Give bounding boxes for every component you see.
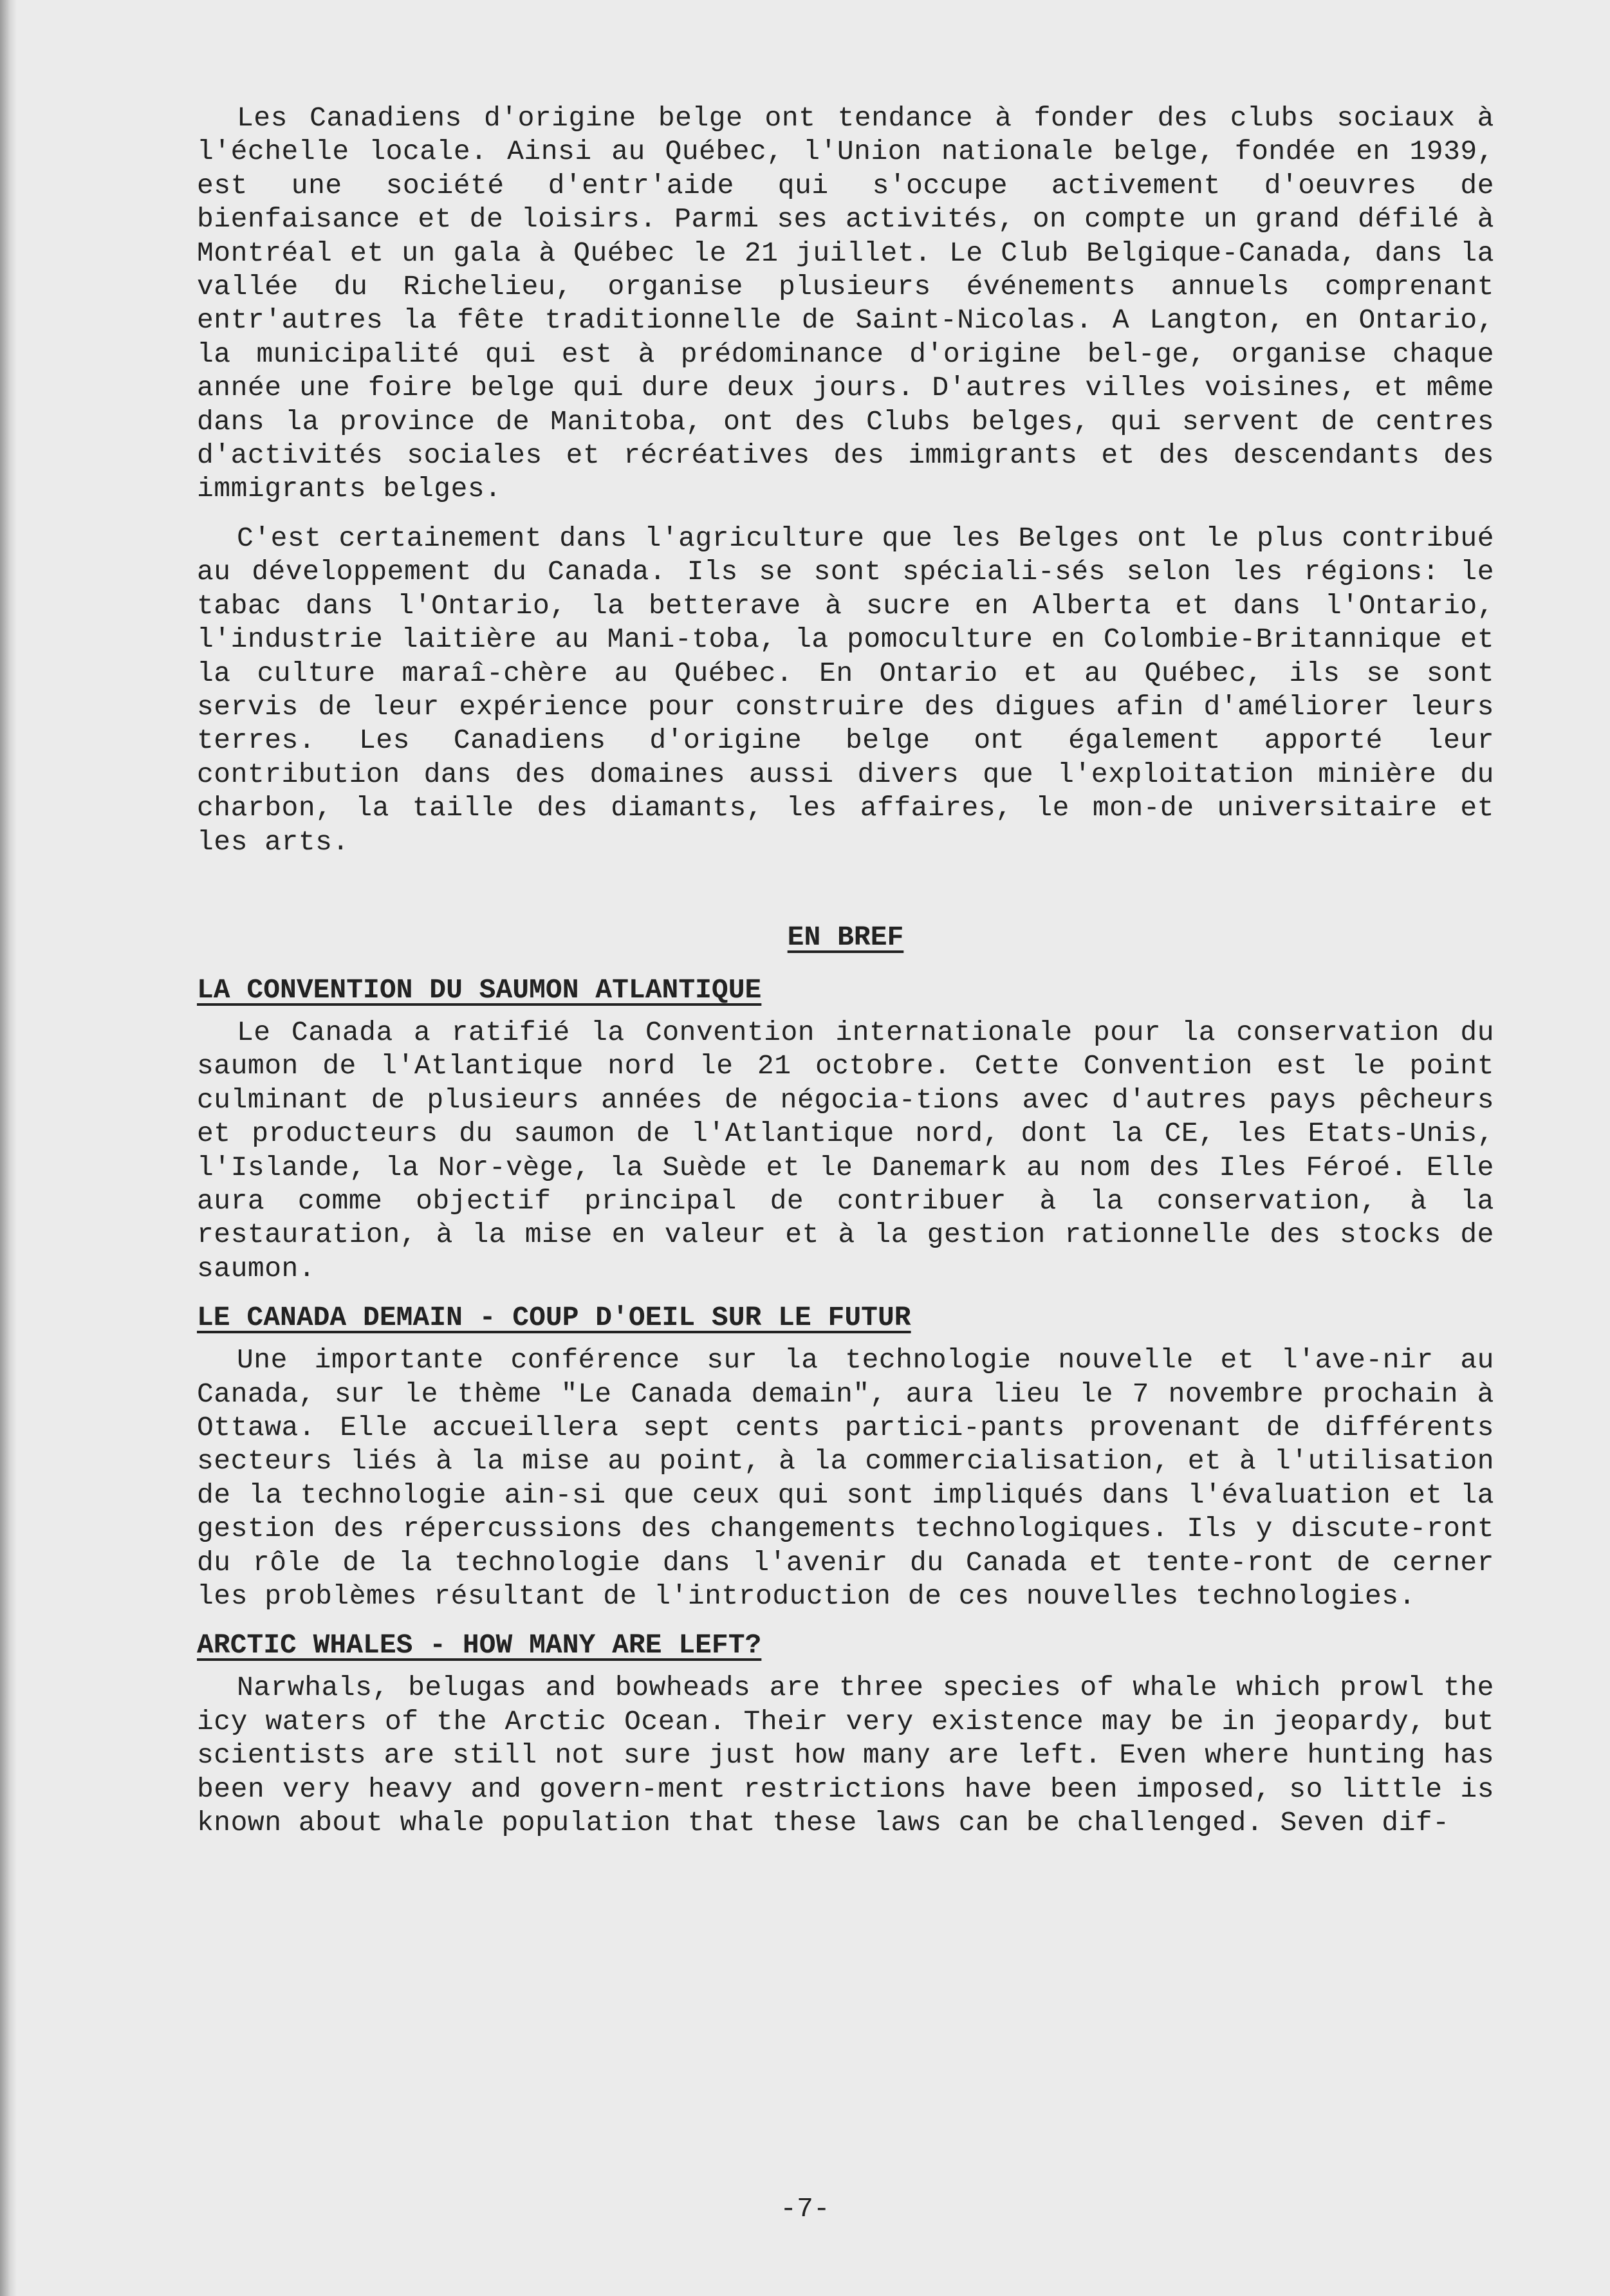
paragraph-arctic-whales: Narwhals, belugas and bowheads are three species of whale which prowl the icy waters of the Arctic Ocean. Their very existence may be in jeopardy, but scientists are still not sure just how many are left. Even where hunting has been very heavy and govern-ment restrictions have been imposed, so little is known about whale population that these laws can be challenged. Seven dif- bbox=[197, 1672, 1494, 1839]
paragraph-belgian-clubs: Les Canadiens d'origine belge ont tendance à fonder des clubs sociaux à l'échelle locale. Ainsi au Québec, l'Union nationale belge, fondée en 1939, est une société d'entr'aide qui s'occupe activement d'oeuvres de bienfaisance et de loisirs. Parmi ses activités, on compte un grand défilé à Montréal et un gala à Québec le 21 juillet. Le Club Belgique-Canada, dans la vallée du Richelieu, organise plusieurs événements annuels comprenant entr'autres la fête traditionnelle de Saint-Nicolas. A Langton, en Ontario, la municipalité qui est à prédominance d'origine bel-ge, organise chaque année une foire belge qui dure deux jours. D'autres villes voisines, et même dans la province de Manitoba, ont des Clubs belges, qui servent de centres d'activités sociales et récréatives des immigrants et des descendants des immigrants belges. bbox=[197, 102, 1494, 505]
heading-arctic-whales: ARCTIC WHALES - HOW MANY ARE LEFT? bbox=[197, 1629, 762, 1662]
paragraph-agriculture: C'est certainement dans l'agriculture que les Belges ont le plus contribué au développement du Canada. Ils se sont spéciali-sés selon les régions: le tabac dans l'Ontario, la betterave à sucre en Alberta et dans l'Ontario, l'industrie laitière au Mani-toba, la pomoculture en Colombie-Britannique et la culture maraî-chère au Québec. En Ontario et au Québec, ils se sont servis de leur expérience pour construire des digues afin d'améliorer leurs terres. Les Canadiens d'origine belge ont également apporté leur contribution dans des domaines aussi divers que l'exploitation minière du charbon, la taille des diamants, les affaires, le mon-de universitaire et les arts. bbox=[197, 522, 1494, 858]
paragraph-salmon-convention: Le Canada a ratifié la Convention internationale pour la conservation du saumon de l'Atlantique nord le 21 octobre. Cette Convention est le point culminant de plusieurs années de négocia-tions avec d'autres pays pêcheurs et producteurs du saumon de l'Atlantique nord, dont la CE, les Etats-Unis, l'Islande, la Nor-vège, la Suède et le Danemark au nom des Iles Féroé. Elle aura comme objectif principal de contribuer à la conservation, à la restauration, à la mise en valeur et à la gestion rationnelle des stocks de saumon. bbox=[197, 1016, 1494, 1284]
page-edge-shadow bbox=[0, 0, 17, 2296]
heading-canada-tomorrow: LE CANADA DEMAIN - COUP D'OEIL SUR LE FUTUR bbox=[197, 1302, 911, 1334]
page-number: -7- bbox=[780, 2193, 830, 2225]
section-title-text: EN BREF bbox=[787, 921, 904, 953]
heading-salmon-convention: LA CONVENTION DU SAUMON ATLANTIQUE bbox=[197, 974, 762, 1006]
document-page bbox=[197, 102, 1494, 1840]
paragraph-canada-tomorrow: Une importante conférence sur la technologie nouvelle et l'ave-nir au Canada, sur le thème "Le Canada demain", aura lieu le 7 novembre prochain à Ottawa. Elle accueillera sept cents partici-pants provenant de différents secteurs liés à la mise au point, à la commercialisation, et à l'utilisation de la technologie ain-si que ceux qui sont impliqués dans l'évaluation et la gestion des répercussions des changements technologiques. Ils y discute-ront du rôle de la technologie dans l'avenir du Canada et tente-ront de cerner les problèmes résultant de l'introduction de ces nouvelles technologies. bbox=[197, 1344, 1494, 1613]
section-title bbox=[197, 921, 1494, 954]
